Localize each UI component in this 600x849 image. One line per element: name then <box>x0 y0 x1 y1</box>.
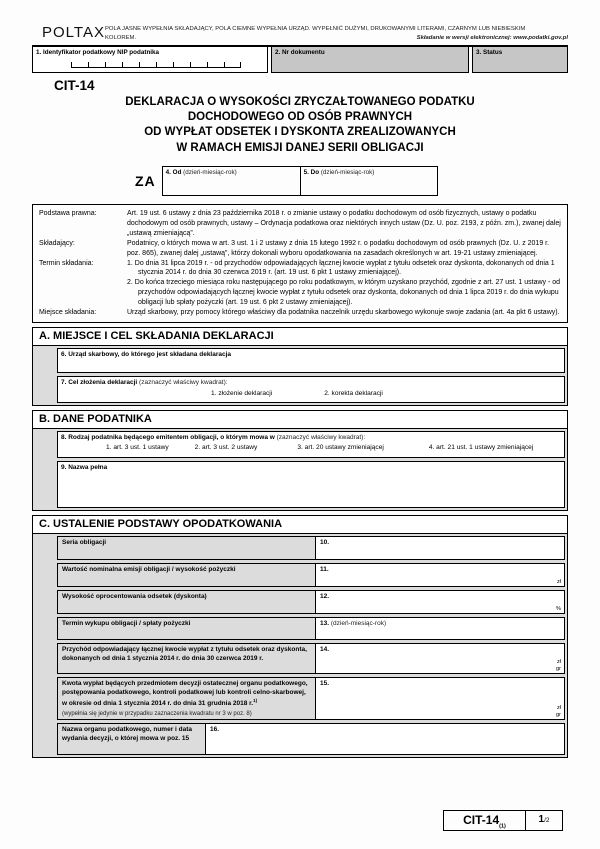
row-wysokosc-oprocentowania <box>57 590 565 614</box>
field-9-label: 9. Nazwa pełna <box>61 464 108 472</box>
field-12-input[interactable] <box>316 591 564 613</box>
row-15-label <box>58 678 316 719</box>
miejsce-skladania-label: Miejsce składania: <box>39 309 97 317</box>
footer-form-version: (1) <box>499 823 506 830</box>
form-title-line3: OD WYPŁAT ODSETEK I DYSKONTA ZREALIZOWANYCH <box>144 126 456 139</box>
form-title <box>32 95 568 156</box>
section-a-header: A. MIEJSCE I CEL SKŁADANIA DEKLARACJI <box>32 327 568 346</box>
footer-form-id-box <box>443 810 563 831</box>
field-7-label: 7. Cel złożenia deklaracji <box>61 379 138 387</box>
masthead <box>32 24 568 42</box>
skladajacy-label: Składający: <box>39 239 75 247</box>
termin-item-1: 1. Do dnia 31 lipca 2019 r. - od przychodów odpowiadających łącznej kwocie wypłat z tytułu odsetek oraz dyskonta, dokonanych od dnia 1 stycznia 2014 r. do dnia 30 czerwca 2019 r. (art. 19 ust. 6 pkt 1 ustawy zmieniającej). <box>127 259 555 277</box>
podstawa-prawna-label: Podstawa prawna: <box>39 209 97 217</box>
option-art3-ust1[interactable]: 1. art. 3 ust. 1 ustawy <box>106 444 169 452</box>
row-termin-wykupu <box>57 617 565 640</box>
row-15-note: (wypełnia się jedynie w przypadku zaznaczenia kwadratu nr 3 w poz. 8) <box>62 710 252 717</box>
section-c-body <box>32 534 568 758</box>
miejsce-skladania-text: Urząd skarbowy, przy pomocy którego właściwy dla podatnika naczelnik urzędu skarbowego wykonuje swoje zadania (art. 4a pkt 6 ustawy). <box>127 309 560 317</box>
form-code-heading: CIT-14 <box>54 78 95 94</box>
section-b-body <box>32 429 568 511</box>
field-15-unit-zl: zł <box>556 705 561 712</box>
period-from-field[interactable] <box>163 167 300 195</box>
field-11-unit: zł <box>556 578 561 585</box>
row-16-label: Nazwa organu podatkowego, numer i data wydania decyzji, o której mowa w poz. 15 <box>58 724 206 754</box>
field-12-unit: % <box>556 605 561 612</box>
field-7-hint: (zaznaczyć właściwy kwadrat): <box>139 379 228 387</box>
row-10-label: Seria obligacji <box>58 537 316 559</box>
document-number-field[interactable] <box>271 47 469 73</box>
termin-skladania-text <box>127 259 562 309</box>
field-11-number: 11. <box>320 566 329 574</box>
nip-field[interactable] <box>32 47 268 73</box>
field-15-number: 15. <box>320 680 330 688</box>
nip-field-label: 1. Identyfikator podatkowy NIP podatnika <box>36 49 160 57</box>
poltax-logo: POLTAX <box>42 24 105 41</box>
status-field[interactable] <box>472 47 568 73</box>
row-13-label: Termin wykupu obligacji / spłaty pożyczki <box>58 618 316 639</box>
field-6-urzad-skarbowy[interactable] <box>57 348 565 373</box>
period-box <box>162 166 438 196</box>
field-10-number: 10. <box>320 539 330 547</box>
form-title-line2: DOCHODOWEGO OD OSÓB PRAWNYCH <box>187 111 413 124</box>
option-zlozenie-deklaracji[interactable]: 1. złożenie deklaracji <box>211 390 273 398</box>
row-kwota-wyplat <box>57 677 565 720</box>
footer-form-code <box>444 811 526 830</box>
row-nazwa-organu <box>57 723 565 755</box>
row-przychod <box>57 643 565 674</box>
legal-row-miejsce <box>39 308 562 318</box>
nip-comb-input[interactable] <box>71 62 241 68</box>
period-row <box>135 166 568 196</box>
field-8-label: 8. Rodzaj podatnika będącego emitentem obligacji, o którym mowa w <box>61 434 275 442</box>
document-number-label: 2. Nr dokumentu <box>275 49 325 57</box>
field-8-hint: (zaznaczyć właściwy kwadrat): <box>276 434 366 442</box>
skladajacy-text: Podatnicy, o których mowa w art. 3 ust. 1 i 2 ustawy z dnia 15 lutego 1992 r. o podatku dochodowym od osób prawnych (Dz. U. z 2019 r. poz. 865), zwanej dalej „ustawą”, którzy dokonali wyboru opodatkowania na zasadach określonych w art. 19-21 ustawy zmieniającej. <box>127 239 550 257</box>
field-14-unit-gr: gr <box>556 665 561 672</box>
field-12-number: 12. <box>320 593 330 601</box>
period-from-hint: (dzień-miesiąc-rok) <box>183 168 237 176</box>
period-to-label: 5. Do <box>303 168 320 176</box>
field-14-unit-zl: zł <box>556 659 561 666</box>
section-b-header: B. DANE PODATNIKA <box>32 410 568 429</box>
instructions-line1: POLA JASNE WYPEŁNIA SKŁADAJĄCY, POLA CIEMNE WYPEŁNIA URZĄD. WYPEŁNIĆ DUŻYMI, DRUKOWANYMI LITERAMI, CZARNYM LUB NIEBIESKIM <box>105 26 526 32</box>
field-15-unit-gr: gr <box>556 711 561 718</box>
field-16-number: 16. <box>210 726 220 734</box>
section-c-header: C. USTALENIE PODSTAWY OPODATKOWANIA <box>32 515 568 534</box>
period-from-label: 4. Od <box>165 168 182 176</box>
period-to-field[interactable] <box>300 167 437 195</box>
legal-row-podstawa <box>39 209 562 239</box>
period-to-hint: (dzień-miesiąc-rok) <box>320 168 375 176</box>
field-13-input[interactable] <box>316 618 564 639</box>
legal-row-skladajacy <box>39 239 562 259</box>
row-seria-obligacji <box>57 536 565 560</box>
section-a-body <box>32 346 568 406</box>
footer-page-number: 1 <box>538 814 545 826</box>
filling-instructions <box>105 24 568 42</box>
option-art21-ust1[interactable]: 4. art. 21 ust. 1 ustawy zmieniającej <box>428 444 534 452</box>
legal-row-termin <box>39 259 562 309</box>
field-11-input[interactable] <box>316 564 564 586</box>
field-16-input[interactable] <box>206 724 564 754</box>
termin-skladania-label: Termin składania: <box>39 259 94 267</box>
podstawa-prawna-text: Art. 19 ust. 6 ustawy z dnia 23 października 2018 r. o zmianie ustawy o podatku dochodowym od osób fizycznych, ustawy o podatku dochodowym od osób prawnych, ustawy – Ordynacja podatkowa oraz niektórych innych ustaw (Dz. U. poz. 2193, z późn. zm.), zwanej dalej „ustawą zmieniającą”. <box>127 209 561 237</box>
termin-item-2: 2. Do końca trzeciego miesiąca roku następującego po roku podatkowym, w którym uzyskano przychód, zgodnie z art. 27 ust. 1 ustawy - od przychodów odpowiadających łącznej kwocie wypłat z tytułu odsetek oraz dyskonta, dokonanych od dnia 1 lipca 2019 r. do dnia wykupu obligacji lub spłaty pożyczki (art. 19 ust. 6 pkt 2 ustawy zmieniającej). <box>127 279 561 307</box>
field-10-input[interactable] <box>316 537 564 559</box>
option-art20[interactable]: 3. art. 20 ustawy zmieniającej <box>297 444 384 452</box>
za-label: ZA <box>135 172 156 189</box>
field-14-number: 14. <box>320 646 330 654</box>
row-14-label: Przychód odpowiadający łącznej kwocie wypłat z tytułu odsetek oraz dyskonta, dokonanych od dnia 1 stycznia 2014 r. do dnia 30 czerwca 2019 r. <box>58 644 316 673</box>
option-korekta-deklaracji[interactable]: 2. korekta deklaracji <box>324 390 383 398</box>
row-15-label-text: Kwota wypłat będących przedmiotem decyzji ostatecznej organu podatkowego, postępowania podatkowego, kontroli podatkowej lub kontroli celno-skarbowej, w okresie od dnia 1 stycznia 2014 r. do dnia 31 grudnia 2018 r. <box>62 680 308 707</box>
footer-page-total: /2 <box>544 817 550 825</box>
field-6-label: 6. Urząd skarbowy, do którego jest składana deklaracja <box>61 351 232 359</box>
row-15-footnote-ref: 1) <box>253 697 258 703</box>
row-wartosc-nominalna <box>57 563 565 587</box>
field-13-number: 13. <box>320 620 330 628</box>
instructions-line2: KOLOREM. <box>105 34 137 41</box>
field-7-cel-zlozenia <box>57 376 565 403</box>
form-title-line1: DEKLARACJA O WYSOKOŚCI ZRYCZAŁTOWANEGO PODATKU <box>125 96 475 109</box>
option-art3-ust2[interactable]: 2. art. 3 ust. 2 ustawy <box>194 444 258 452</box>
footer-page-indicator <box>526 811 562 830</box>
field-14-input[interactable] <box>316 644 564 673</box>
row-12-label: Wysokość oprocentowania odsetek (dyskonta) <box>58 591 316 613</box>
footer-form-code-text: CIT-14 <box>463 813 500 828</box>
field-13-hint: (dzień-miesiąc-rok) <box>330 620 387 628</box>
legal-basis-block <box>32 204 568 323</box>
status-label: 3. Status <box>476 49 503 57</box>
field-8-rodzaj-podatnika <box>57 431 565 458</box>
field-9-nazwa-pelna[interactable] <box>57 461 565 508</box>
row-11-label: Wartość nominalna emisji obligacji / wysokość pożyczki <box>58 564 316 586</box>
field-15-input[interactable] <box>316 678 564 719</box>
efiling-note: Składanie w wersji elektronicznej: www.podatki.gov.pl <box>416 34 568 41</box>
top-id-fields <box>32 45 568 73</box>
form-title-line4: W RAMACH EMISJI DANEJ SERII OBLIGACJI <box>176 141 424 154</box>
